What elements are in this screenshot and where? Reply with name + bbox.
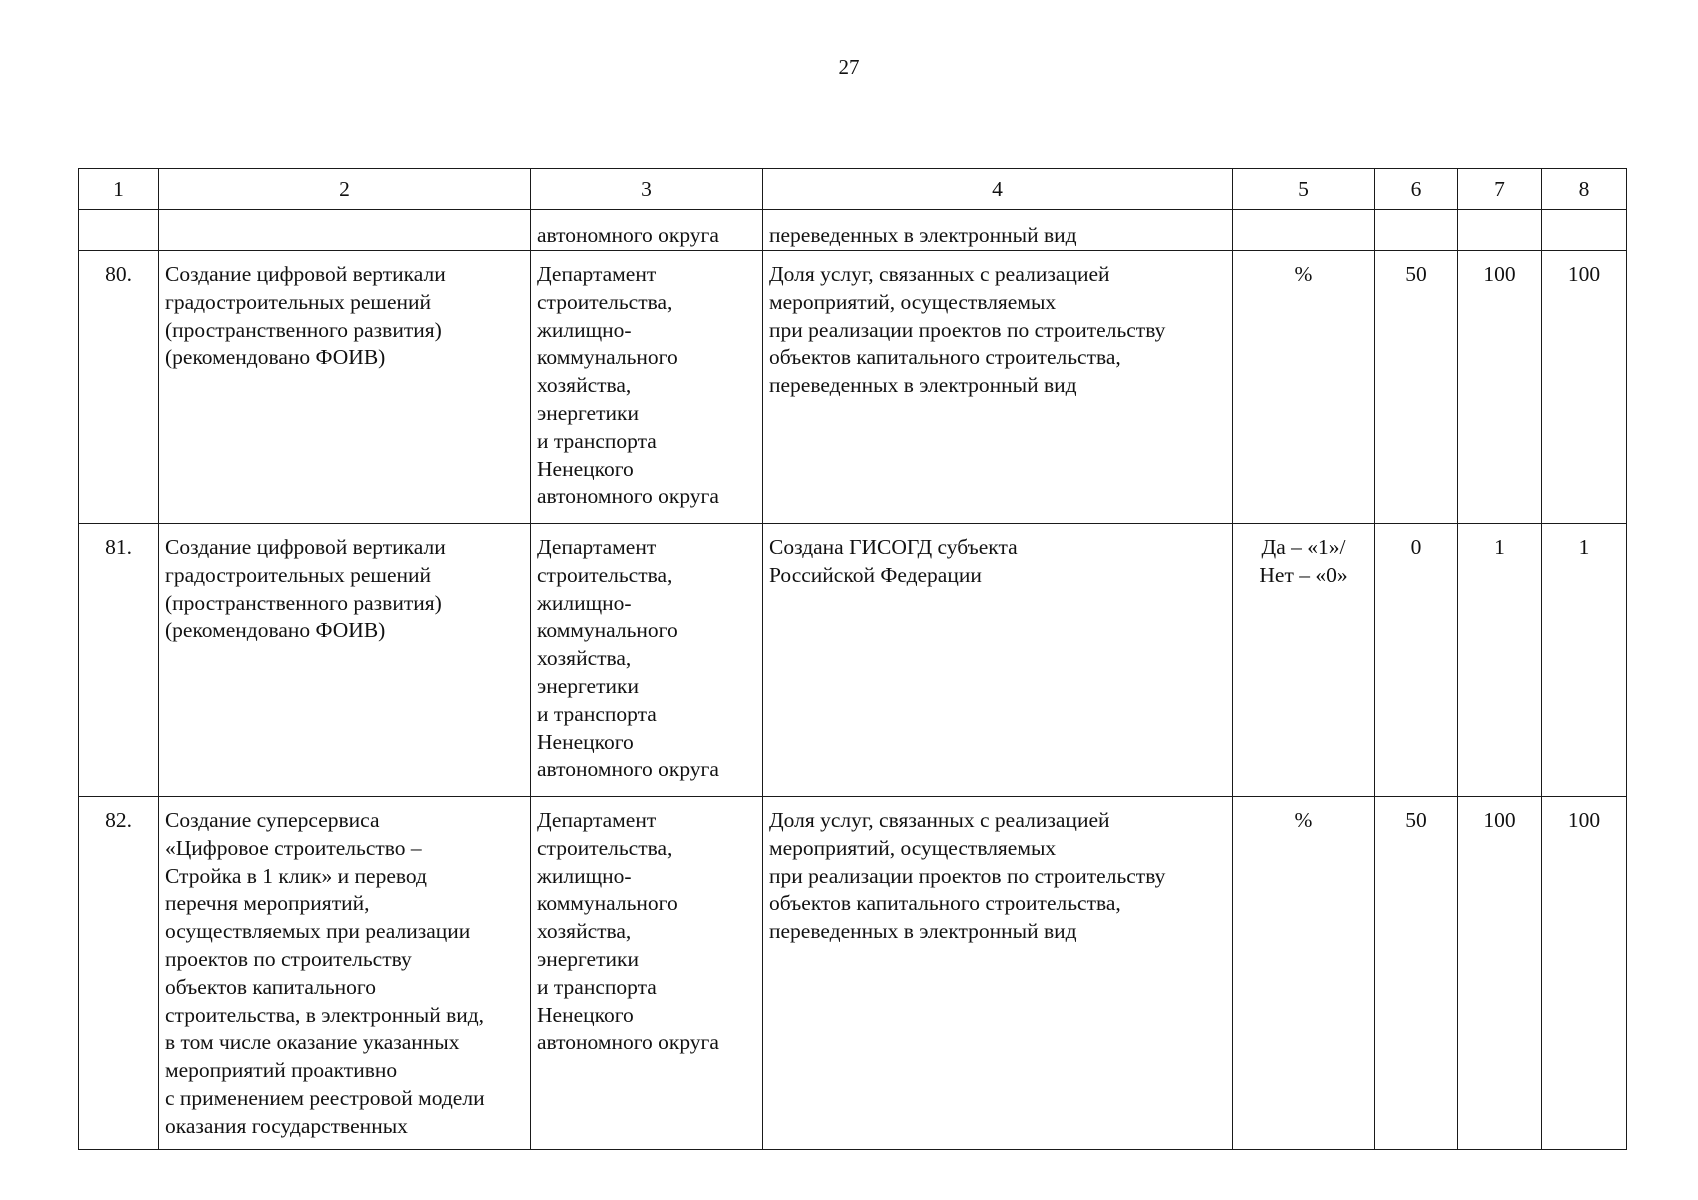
value-col-7: 1 xyxy=(1458,524,1542,797)
text-line: строительства, xyxy=(537,562,673,587)
text-line: автономного округа xyxy=(537,484,719,509)
text-line: в том числе оказание указанных xyxy=(165,1030,460,1055)
text-line: объектов капитального строительства, xyxy=(769,345,1121,370)
text-line: % xyxy=(1294,808,1313,832)
text-line: Создание цифровой вертикали xyxy=(165,535,446,559)
text-line: жилищно- xyxy=(537,590,632,615)
text-line: коммунального xyxy=(537,345,678,370)
column-number-6: 6 xyxy=(1375,169,1458,210)
text-line: хозяйства, xyxy=(537,373,632,398)
text-line: хозяйства, xyxy=(537,646,632,671)
continuation-cell-6 xyxy=(1375,210,1458,251)
text-line: % xyxy=(1294,262,1313,286)
value-col-7: 100 xyxy=(1458,251,1542,524)
text-line: Российской Федерации xyxy=(769,562,982,587)
continuation-cell-2 xyxy=(159,210,531,251)
text-line: Доля услуг, связанных с реализацией xyxy=(769,262,1110,286)
indicators-table xyxy=(78,168,1627,1150)
text-line: энергетики xyxy=(537,946,639,971)
continuation-row xyxy=(79,210,1627,251)
indicator-name xyxy=(763,797,1233,1150)
continuation-indicator xyxy=(763,210,1233,251)
text-line: переведенных в электронный вид xyxy=(769,223,1077,248)
value-col-6: 0 xyxy=(1375,524,1458,797)
event-name xyxy=(159,251,531,524)
unit-of-measure xyxy=(1233,797,1375,1150)
text-line: хозяйства, xyxy=(537,919,632,944)
text-line: строительства, в электронный вид, xyxy=(165,1002,485,1027)
text-line: объектов капитального xyxy=(165,974,376,999)
responsible-executor xyxy=(531,524,763,797)
text-line: Департамент xyxy=(537,808,657,832)
text-line: (рекомендовано ФОИВ) xyxy=(165,618,386,643)
column-number-2: 2 xyxy=(159,169,531,210)
responsible-executor xyxy=(531,797,763,1150)
text-line: с применением реестровой модели xyxy=(165,1085,485,1110)
value-col-6: 50 xyxy=(1375,797,1458,1150)
event-name xyxy=(159,797,531,1150)
column-number-4: 4 xyxy=(763,169,1233,210)
text-line: Нет – «0» xyxy=(1259,562,1348,587)
text-line: жилищно- xyxy=(537,317,632,342)
text-line: и транспорта xyxy=(537,701,657,726)
indicator-name xyxy=(763,251,1233,524)
text-line: переведенных в электронный вид xyxy=(769,373,1077,398)
text-line: Ненецкого xyxy=(537,729,634,754)
column-number-8: 8 xyxy=(1542,169,1627,210)
column-number-1: 1 xyxy=(79,169,159,210)
text-line: Ненецкого xyxy=(537,1002,634,1027)
text-line: (рекомендовано ФОИВ) xyxy=(165,345,386,370)
text-line: Ненецкого xyxy=(537,456,634,481)
column-number-7: 7 xyxy=(1458,169,1542,210)
text-line: градостроительных решений xyxy=(165,289,431,314)
text-line: перечня мероприятий, xyxy=(165,891,370,916)
row-number: 81. xyxy=(79,524,159,797)
column-number-row xyxy=(79,169,1627,210)
text-line: жилищно- xyxy=(537,863,632,888)
text-line: энергетики xyxy=(537,673,639,698)
text-line: строительства, xyxy=(537,289,673,314)
continuation-cell-7 xyxy=(1458,210,1542,251)
text-line: энергетики xyxy=(537,400,639,425)
table-row xyxy=(79,524,1627,797)
value-col-6: 50 xyxy=(1375,251,1458,524)
page-number: 27 xyxy=(838,55,860,79)
text-line: коммунального xyxy=(537,618,678,643)
text-line: проектов по строительству xyxy=(165,946,412,971)
row-number: 82. xyxy=(79,797,159,1150)
unit-of-measure xyxy=(1233,524,1375,797)
column-number-3: 3 xyxy=(531,169,763,210)
value-col-7: 100 xyxy=(1458,797,1542,1150)
continuation-cell-8 xyxy=(1542,210,1627,251)
text-line: Департамент xyxy=(537,535,657,559)
text-line: Департамент xyxy=(537,262,657,286)
text-line: коммунального xyxy=(537,891,678,916)
event-name xyxy=(159,524,531,797)
text-line: Создание цифровой вертикали xyxy=(165,262,446,286)
text-line: градостроительных решений xyxy=(165,562,431,587)
text-line: и транспорта xyxy=(537,428,657,453)
continuation-executor xyxy=(531,210,763,251)
text-line: оказания государственных xyxy=(165,1113,408,1138)
text-line: строительства, xyxy=(537,835,673,860)
value-col-8: 1 xyxy=(1542,524,1627,797)
value-col-8: 100 xyxy=(1542,251,1627,524)
text-line: автономного округа xyxy=(537,223,719,248)
table-row xyxy=(79,797,1627,1150)
text-line: автономного округа xyxy=(537,757,719,782)
text-line: Создана ГИСОГД субъекта xyxy=(769,535,1018,559)
text-line: Создание суперсервиса xyxy=(165,808,380,832)
text-line: автономного округа xyxy=(537,1030,719,1055)
text-line: осуществляемых при реализации xyxy=(165,919,471,944)
text-line: и транспорта xyxy=(537,974,657,999)
text-line: Доля услуг, связанных с реализацией xyxy=(769,808,1110,832)
continuation-cell-5 xyxy=(1233,210,1375,251)
indicator-name xyxy=(763,524,1233,797)
column-number-5: 5 xyxy=(1233,169,1375,210)
value-col-8: 100 xyxy=(1542,797,1627,1150)
row-number: 80. xyxy=(79,251,159,524)
text-line: Да – «1»/ xyxy=(1261,535,1346,559)
text-line: (пространственного развития) xyxy=(165,590,442,615)
text-line: переведенных в электронный вид xyxy=(769,919,1077,944)
text-line: мероприятий, осуществляемых xyxy=(769,289,1057,314)
text-line: мероприятий, осуществляемых xyxy=(769,835,1057,860)
text-line: «Цифровое строительство – xyxy=(165,835,422,860)
text-line: (пространственного развития) xyxy=(165,317,442,342)
text-line: Стройка в 1 клик» и перевод xyxy=(165,863,427,888)
unit-of-measure xyxy=(1233,251,1375,524)
text-line: при реализации проектов по строительству xyxy=(769,317,1166,342)
responsible-executor xyxy=(531,251,763,524)
text-line: при реализации проектов по строительству xyxy=(769,863,1166,888)
continuation-cell-1 xyxy=(79,210,159,251)
table-row xyxy=(79,251,1627,524)
text-line: мероприятий проактивно xyxy=(165,1058,398,1083)
text-line: объектов капитального строительства, xyxy=(769,891,1121,916)
